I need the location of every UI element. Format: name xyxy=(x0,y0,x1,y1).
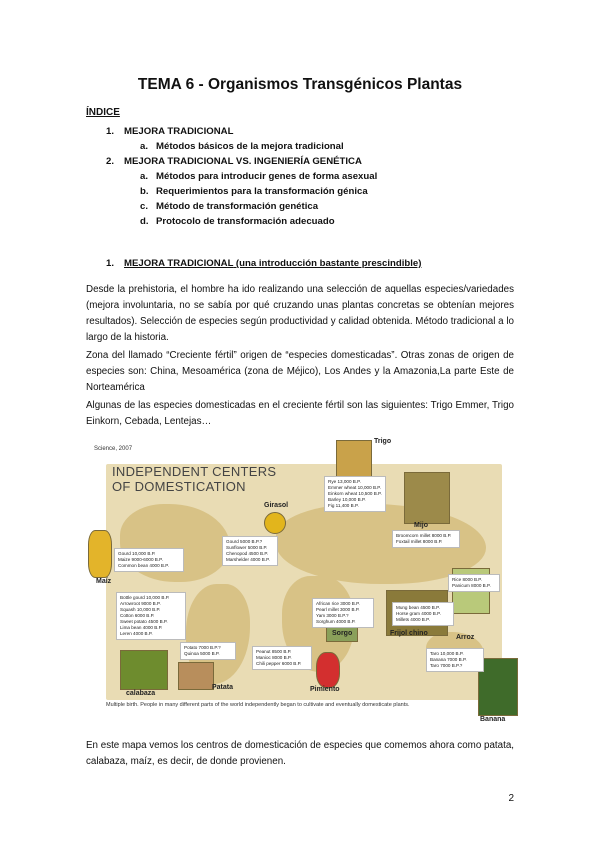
box-india: Mung bean 4500 B.P. Horse gram 4000 B.P. Millets 4000 B.P. xyxy=(392,602,454,626)
box-china: Broomcorn millet 8000 B.P. Foxtail millet 8000 B.P. xyxy=(392,530,460,548)
maize-label: Maíz xyxy=(96,578,112,585)
potato-label: Patata xyxy=(212,684,234,691)
toc-subitem[interactable] xyxy=(86,214,377,229)
toc-number: 1. xyxy=(106,126,115,137)
page-title: TEMA 6 - Organismos Transgénicos Plantas xyxy=(137,76,463,93)
section-heading xyxy=(106,258,421,269)
figure-caption: Multiple birth. People in many different parts of the world independently began to cultivate and eventually domesticate plants. xyxy=(106,702,410,708)
sunflower-label: Girasol xyxy=(264,502,289,509)
toc-text: MEJORA TRADICIONAL xyxy=(124,126,234,137)
toc-sub-number: c. xyxy=(140,201,149,212)
section-number: 1. xyxy=(106,258,115,269)
map-banner: INDEPENDENT CENTERS OF DOMESTICATION xyxy=(112,464,277,494)
paragraph-map-explanation: En este mapa vemos los centros de domesticación de especies que comemos ahora como patata, calabaza, maíz, es decir, de donde provienen. xyxy=(86,740,514,767)
page-number: 2 xyxy=(508,793,514,804)
toc-number: 2. xyxy=(106,156,115,167)
toc-sub-text: Requerimientos para la transformación génica xyxy=(156,186,368,197)
figure-source: Science, 2007 xyxy=(94,446,133,452)
potato-photo xyxy=(178,662,214,690)
box-middle-east: Rye 13,000 B.P. Emmer wheat 10,000 B.P. Einkorn wheat 10,500 B.P. Barley 10,000 B.P. Fig 11,400 B.P. xyxy=(324,476,386,512)
toc-sub-number: b. xyxy=(140,186,149,197)
table-of-contents xyxy=(86,124,377,229)
paragraph-fertile-crescent: Zona del llamado “Creciente fértil” origen de “especies domesticadas”. Otras zonas de origen de especies son: China, Mesoamérica (zona de Méjico), Los Andes y la Amazonia,La parte Este de Norteamérica xyxy=(86,350,514,393)
rice-label: Arroz xyxy=(456,634,475,641)
millet-photo xyxy=(404,472,450,524)
toc-subitem[interactable] xyxy=(86,139,377,154)
toc-sub-text: Protocolo de transformación adecuado xyxy=(156,216,335,227)
squash-photo xyxy=(120,650,168,690)
pepper-label: Pimiento xyxy=(310,686,340,693)
section-title: MEJORA TRADICIONAL xyxy=(124,258,234,269)
wheat-label: Trigo xyxy=(374,438,392,445)
paragraph-intro: Desde la prehistoria, el hombre ha ido realizando una selección de aquellas especies/variedades (mejora involuntaria, no se sabía por qué cruzando unas plantas concretas se obtenían mejores resultados). Selección de especies según productividad y calidad obtenida. Método tradicional a lo largo de la historia. xyxy=(86,284,514,343)
toc-item[interactable] xyxy=(86,124,377,139)
toc-sub-number: a. xyxy=(140,141,149,152)
toc-sub-number: d. xyxy=(140,216,149,227)
box-andes: Potato 7000 B.P.? Quinoa 5000 B.P. xyxy=(180,642,236,660)
box-amazon: Peanut 8500 B.P. Manioc 8000 B.P. Chili pepper 6000 B.P. xyxy=(252,646,312,670)
sorghum-label: Sorgo xyxy=(332,630,353,637)
maize-photo xyxy=(88,530,112,578)
toc-subitem[interactable] xyxy=(86,184,377,199)
banana-label: Banana xyxy=(480,716,506,723)
pepper-photo xyxy=(316,652,340,688)
box-rice: Rice 8000 B.P. Panicum 8000 B.P. xyxy=(448,574,500,592)
box-mexico: Gourd 10,000 B.P. Maize 9000-6000 B.P. Common bean 4000 B.P. xyxy=(114,548,184,572)
toc-text: MEJORA TRADICIONAL VS. INGENIERÍA GENÉTICA xyxy=(124,156,362,167)
section-suffix: (una introducción bastante prescindible) xyxy=(233,258,422,269)
mung-bean-label: Frijol chino xyxy=(390,630,428,637)
toc-item[interactable] xyxy=(86,154,377,169)
box-new-guinea: Taro 10,000 B.P. Banana 7000 B.P. Taro 7000 B.P.? xyxy=(426,648,484,672)
box-north-america: Gourd 5000 B.P.? Sunflower 5000 B.P. Chenopod 4500 B.P. Marshelder 4000 B.P. xyxy=(222,536,278,566)
toc-sub-text: Métodos básicos de la mejora tradicional xyxy=(156,141,344,152)
index-heading: ÍNDICE xyxy=(86,107,120,118)
toc-subitem[interactable] xyxy=(86,199,377,214)
paragraph-species: Algunas de las especies domesticadas en el creciente fértil son las siguientes: Trigo Emmer, Trigo Einkorn, Cebada, Lentejas… xyxy=(86,400,514,427)
banana-photo xyxy=(478,658,518,716)
toc-sub-text: Métodos para introducir genes de forma asexual xyxy=(156,171,378,182)
toc-sub-text: Método de transformación genética xyxy=(156,201,319,212)
sunflower-photo xyxy=(264,512,286,534)
box-south-america: Bottle gourd 10,000 B.P. Arrowroot 9000 B.P. Squash 10,000 B.P. Cotton 6000 B.P. Sweet potato 4500 B.P. Lima bean 4000 B.P. Leren 4000 B.P. xyxy=(116,592,186,640)
box-africa: African rice 3000 B.P. Pearl millet 3000 B.P. Yam 3000 B.P.? Sorghum 4000 B.P. xyxy=(312,598,374,628)
squash-label: calabaza xyxy=(126,690,156,697)
millet-label: Mijo xyxy=(414,522,428,529)
domestication-map-figure xyxy=(86,440,516,730)
toc-subitem[interactable] xyxy=(86,169,377,184)
toc-sub-number: a. xyxy=(140,171,149,182)
